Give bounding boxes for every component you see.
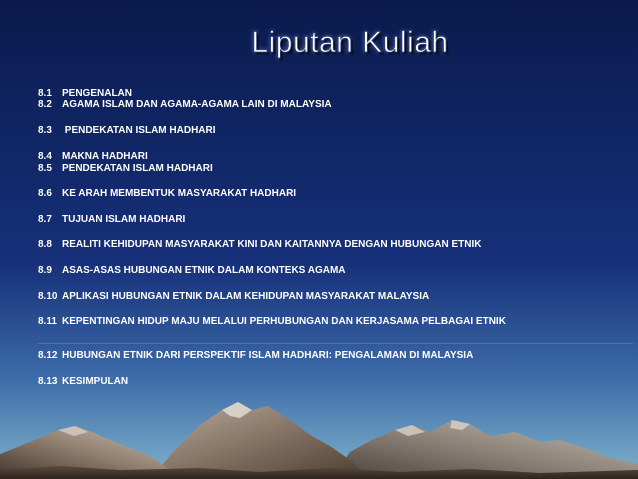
divider-line — [38, 343, 633, 344]
item-number: 8.5 — [38, 163, 52, 174]
item-text: MAKNA HADHARI — [62, 151, 148, 162]
list-item — [38, 163, 213, 175]
mountain-landscape — [0, 380, 638, 479]
item-number: 8.4 — [38, 151, 52, 162]
item-number: 8.6 — [38, 188, 52, 199]
item-text: REALITI KEHIDUPAN MASYARAKAT KINI DAN KAITANNYA DENGAN HUBUNGAN ETNIK — [62, 239, 482, 250]
item-text: PENGENALAN — [62, 88, 133, 99]
item-text: PENDEKATAN ISLAM HADHARI — [62, 163, 213, 174]
item-number: 8.7 — [38, 214, 52, 225]
item-number: 8.11 — [38, 316, 57, 327]
item-number: 8.9 — [38, 265, 52, 276]
list-item — [38, 99, 332, 111]
item-number: 8.2 — [38, 99, 52, 110]
list-item — [38, 265, 346, 277]
item-number: 8.1 — [38, 88, 52, 99]
item-text: HUBUNGAN ETNIK DARI PERSPEKTIF ISLAM HADHARI: PENGALAMAN DI MALAYSIA — [62, 350, 474, 361]
list-item — [38, 350, 473, 362]
list-item — [38, 291, 429, 303]
list-item — [38, 188, 296, 200]
item-text: ASAS-ASAS HUBUNGAN ETNIK DALAM KONTEKS AGAMA — [62, 265, 346, 276]
list-item — [38, 239, 481, 251]
item-text: KE ARAH MEMBENTUK MASYARAKAT HADHARI — [62, 188, 297, 199]
item-number: 8.3 — [38, 125, 52, 136]
slide-title: Liputan Kuliah — [251, 26, 449, 59]
item-number: 8.13 — [38, 376, 58, 387]
list-item — [38, 125, 216, 137]
item-text: AGAMA ISLAM DAN AGAMA-AGAMA LAIN DI MALAYSIA — [62, 99, 332, 110]
item-text: KEPENTINGAN HIDUP MAJU MELALUI PERHUBUNGAN DAN KERJASAMA PELBAGAI ETNIK — [62, 316, 506, 327]
list-item — [38, 151, 148, 163]
item-number: 8.8 — [38, 239, 52, 250]
list-item — [38, 316, 506, 328]
item-number: 8.10 — [38, 291, 58, 302]
item-number: 8.12 — [38, 350, 58, 361]
item-text: KESIMPULAN — [62, 376, 129, 387]
item-text: APLIKASI HUBUNGAN ETNIK DALAM KEHIDUPAN MASYARAKAT MALAYSIA — [62, 291, 430, 302]
item-text: PENDEKATAN ISLAM HADHARI — [62, 125, 216, 136]
item-text: TUJUAN ISLAM HADHARI — [62, 214, 186, 225]
list-item — [38, 214, 185, 226]
